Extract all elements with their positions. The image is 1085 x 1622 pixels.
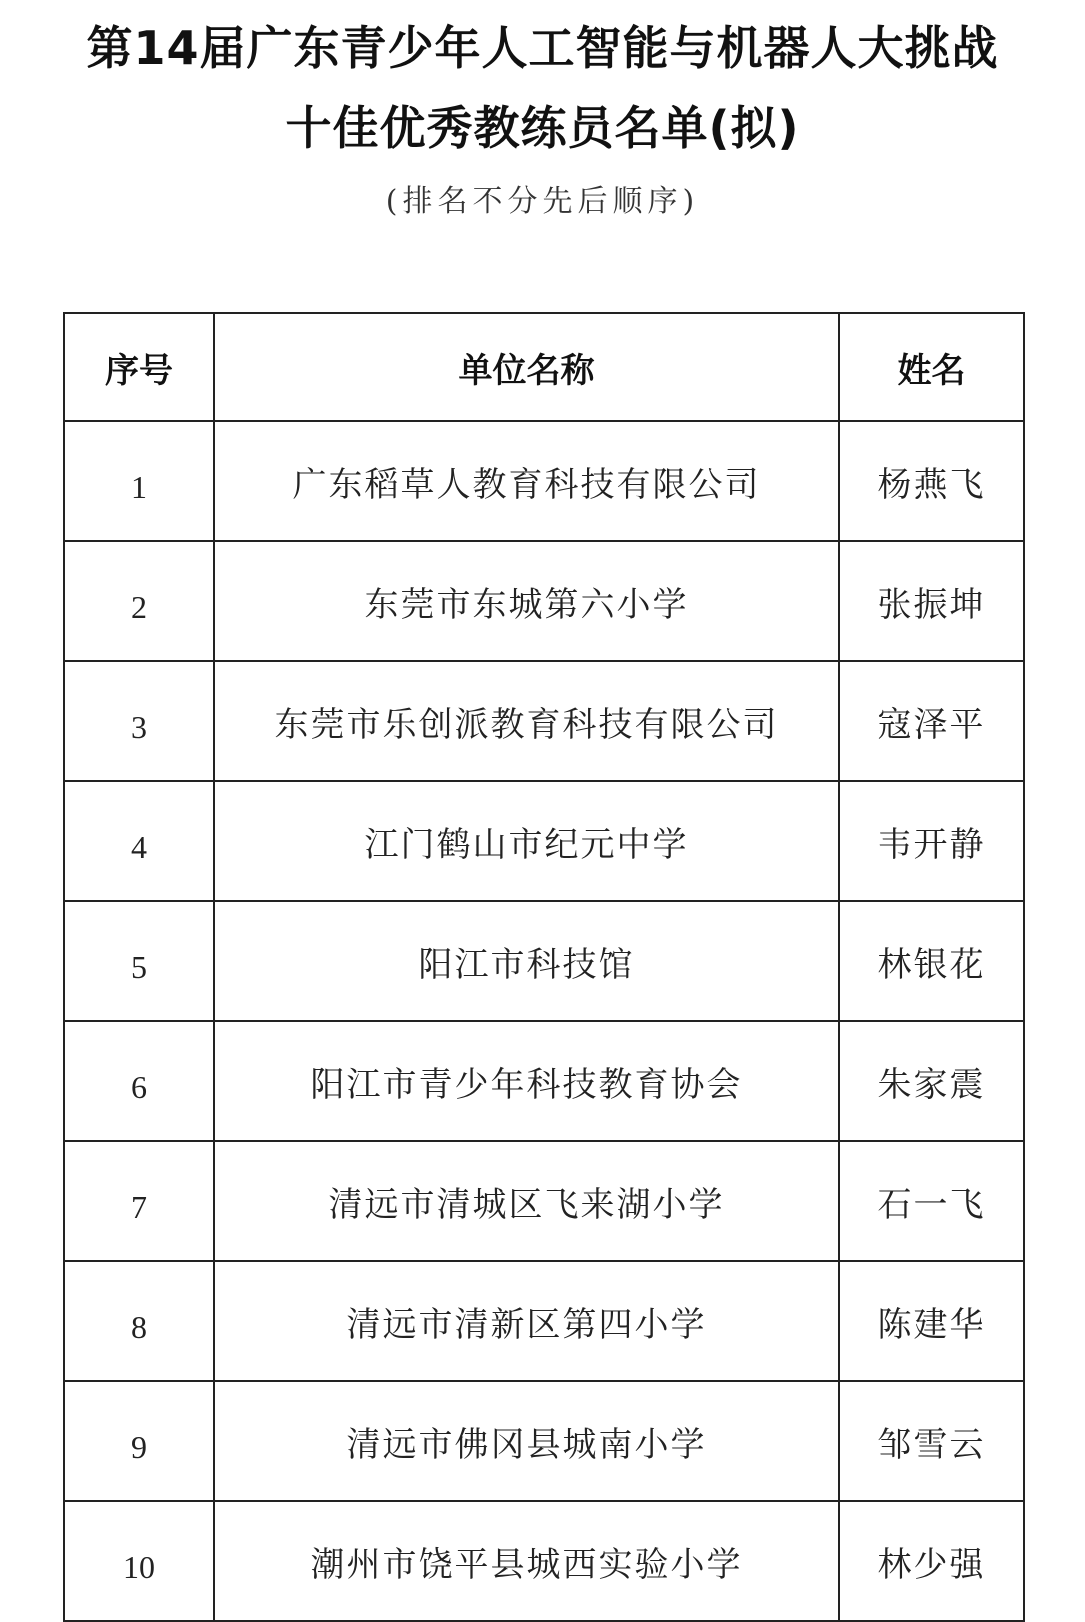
row-person-name: 邹雪云 — [839, 1381, 1024, 1501]
coach-list-table — [63, 312, 1025, 1622]
row-serial-number: 9 — [64, 1381, 214, 1501]
row-serial-number: 10 — [64, 1501, 214, 1621]
row-unit-name: 广东稻草人教育科技有限公司 — [214, 421, 839, 541]
header-unit-name: 单位名称 — [214, 313, 839, 421]
row-serial-number: 3 — [64, 661, 214, 781]
row-unit-name: 阳江市科技馆 — [214, 901, 839, 1021]
row-serial-number: 7 — [64, 1141, 214, 1261]
row-serial-number: 2 — [64, 541, 214, 661]
row-person-name: 杨燕飞 — [839, 421, 1024, 541]
row-unit-name: 东莞市乐创派教育科技有限公司 — [214, 661, 839, 781]
table-row — [64, 901, 1024, 1021]
row-person-name: 石一飞 — [839, 1141, 1024, 1261]
row-person-name: 陈建华 — [839, 1261, 1024, 1381]
row-person-name: 林银花 — [839, 901, 1024, 1021]
table-row — [64, 1501, 1024, 1621]
row-unit-name: 阳江市青少年科技教育协会 — [214, 1021, 839, 1141]
row-serial-number: 1 — [64, 421, 214, 541]
row-unit-name: 东莞市东城第六小学 — [214, 541, 839, 661]
row-unit-name: 江门鹤山市纪元中学 — [214, 781, 839, 901]
row-unit-name: 潮州市饶平县城西实验小学 — [214, 1501, 839, 1621]
table-row — [64, 421, 1024, 541]
row-serial-number: 5 — [64, 901, 214, 1021]
table-row — [64, 661, 1024, 781]
table-row — [64, 1141, 1024, 1261]
row-person-name: 张振坤 — [839, 541, 1024, 661]
row-unit-name: 清远市佛冈县城南小学 — [214, 1381, 839, 1501]
table-header-row — [64, 313, 1024, 421]
page-title-line-1: 第14届广东青少年人工智能与机器人大挑战 — [86, 21, 999, 75]
row-serial-number: 4 — [64, 781, 214, 901]
header-person-name: 姓名 — [839, 313, 1024, 421]
row-person-name: 朱家震 — [839, 1021, 1024, 1141]
row-unit-name: 清远市清新区第四小学 — [214, 1261, 839, 1381]
table-row — [64, 1381, 1024, 1501]
row-person-name: 韦开静 — [839, 781, 1024, 901]
row-serial-number: 6 — [64, 1021, 214, 1141]
row-serial-number: 8 — [64, 1261, 214, 1381]
row-person-name: 林少强 — [839, 1501, 1024, 1621]
table-row — [64, 781, 1024, 901]
table-row — [64, 541, 1024, 661]
page-title-line-2: 十佳优秀教练员名单(拟) — [285, 101, 800, 155]
table-row — [64, 1261, 1024, 1381]
row-unit-name: 清远市清城区飞来湖小学 — [214, 1141, 839, 1261]
header-serial-number: 序号 — [64, 313, 214, 421]
row-person-name: 寇泽平 — [839, 661, 1024, 781]
table-row — [64, 1021, 1024, 1141]
page-subtitle: (排名不分先后顺序) — [385, 184, 700, 219]
